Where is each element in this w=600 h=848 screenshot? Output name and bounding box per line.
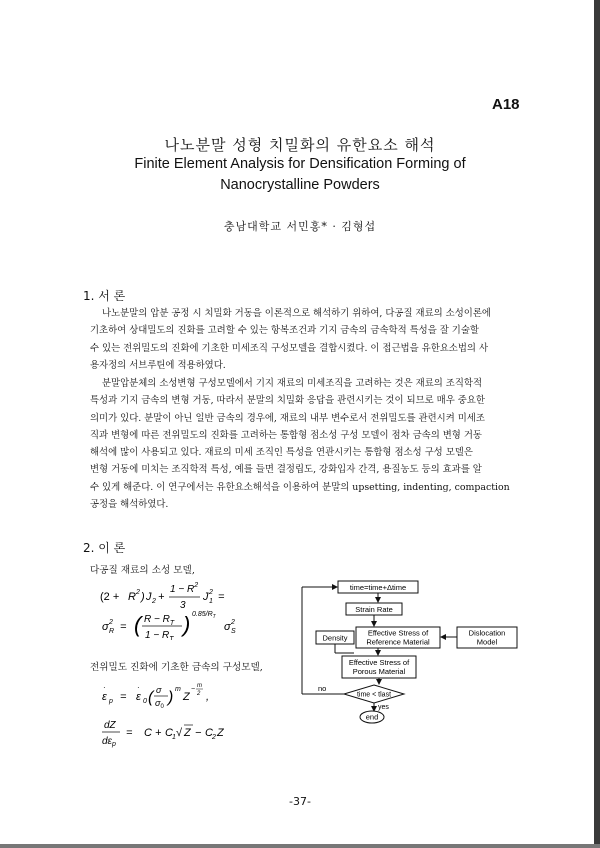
svg-text:2: 2 — [197, 691, 201, 697]
svg-text:,: , — [206, 691, 210, 703]
intro-p1-line: 용자정의 서브루틴에 적용하였다. — [90, 359, 226, 371]
scan-edge-bottom — [0, 844, 600, 848]
page-number: -37- — [289, 795, 311, 808]
title-english-line2: Nanocrystalline Powders — [220, 177, 380, 193]
yes-label: yes — [378, 704, 389, 711]
svg-text:J: J — [203, 591, 209, 603]
svg-text:−: − — [195, 727, 202, 739]
ref-material-text-2: Reference Material — [366, 637, 430, 647]
algorithm-flowchart — [294, 577, 524, 729]
dislocation-text-1: Dislocation — [468, 628, 506, 638]
svg-text:R − RT: $R - R_T$ — [144, 614, 175, 627]
density-text: Density — [322, 633, 348, 643]
svg-text:·: · — [137, 683, 140, 692]
dislocation-text-2: Model — [476, 637, 498, 647]
svg-text:σ0: $\sigma_0$ — [155, 698, 164, 710]
svg-text:+: + — [158, 591, 165, 603]
title-english-line1: Finite Element Analysis for Densification Forming of — [134, 156, 466, 172]
svg-text:(: ( — [134, 612, 142, 637]
svg-text:(: ( — [148, 689, 154, 706]
equation-yield-svg — [100, 580, 270, 640]
svg-text:1: 1 — [172, 734, 176, 741]
svg-text:=: = — [218, 591, 225, 603]
svg-text:S: S — [231, 628, 236, 635]
intro-paragraph-1 — [90, 305, 520, 374]
svg-text:): ) — [183, 612, 191, 637]
svg-text:p: p — [109, 698, 113, 705]
svg-text:Z: Z — [184, 727, 191, 739]
svg-text:2: 2 — [136, 589, 140, 596]
svg-text:Z: Z — [183, 691, 190, 703]
decision-text: time < tlast — [356, 691, 392, 699]
svg-text:Z: Z — [217, 727, 224, 739]
title-korean: 나노분말 성형 치밀화의 유한요소 해석 — [164, 136, 436, 154]
intro-p1-line: 수 있는 전위밀도의 진화에 기초한 미세조직 구성모델을 결합시켰다. 이 접근법을 유한요소법의 사 — [90, 342, 489, 354]
svg-text:dεp: $d\varepsilon_p$ — [102, 736, 116, 748]
porous-text-1: Effective Stress of — [348, 658, 410, 667]
svg-text:C: C — [165, 727, 173, 739]
svg-text:1: 1 — [209, 598, 213, 605]
svg-text:ε: ε — [102, 691, 107, 703]
ref-material-text-1: Effective Stress of — [367, 628, 429, 638]
svg-text:+: + — [155, 727, 162, 739]
svg-text:=: = — [120, 621, 127, 633]
equation-yield-condition — [100, 580, 270, 643]
intro-p2-line: 변형 거동에 미치는 조직학적 특성, 예를 들면 결정립도, 강화입자 간격, 용질농도 등의 효과를 알 — [90, 464, 482, 476]
svg-text:R: R — [109, 628, 115, 635]
intro-paragraph-2 — [90, 375, 520, 513]
svg-text:1 − R2: $1 - R^2$ — [170, 582, 199, 595]
svg-text:σ: σ — [102, 621, 109, 633]
svg-text:m: m — [197, 683, 202, 689]
svg-text:0: 0 — [143, 698, 147, 705]
equation-strain-rate-svg — [100, 680, 240, 714]
svg-text:σ: σ — [224, 621, 231, 633]
intro-p2-line: 의미가 있다. 분말이 아닌 일반 금속의 경우에, 재료의 내부 변수로서 전위밀도를 관련시켜 미세조 — [90, 412, 485, 424]
svg-text:2: 2 — [231, 619, 235, 626]
scan-edge-right — [594, 0, 600, 848]
porous-text-2: Porous Material — [352, 667, 406, 676]
intro-p2-line: 분말압분체의 소성변형 구성모델에서 기지 재료의 미세조직을 고려하는 것은 재료의 조직학적 — [102, 378, 483, 389]
end-text: end — [365, 712, 379, 722]
svg-text:ε: ε — [136, 691, 141, 703]
intro-p2-line: 직과 변형에 따른 전위밀도의 진화를 고려하는 통합형 점소성 구성 모델이 점차 금속의 변형 거동 — [90, 429, 482, 441]
label-constitutive-model: 전위밀도 진화에 기초한 금속의 구성모델, — [90, 662, 263, 673]
svg-text:dZ: dZ — [104, 720, 116, 731]
section-heading-theory: 2. 이 론 — [83, 541, 126, 555]
svg-text:C: C — [205, 727, 213, 739]
label-porous-model: 다공질 재료의 소성 모델, — [90, 565, 195, 576]
equation-strain-rate — [100, 680, 240, 717]
svg-text:C: C — [144, 727, 152, 739]
svg-text:R: R — [128, 591, 136, 603]
svg-text:m: m — [175, 686, 181, 693]
equation-dislocation-svg — [100, 716, 260, 750]
equation-dislocation-evolution — [100, 716, 260, 753]
no-label: no — [318, 684, 327, 693]
intro-p2-line: 수 있게 해준다. 이 연구에서는 유한요소해석을 이용하여 분말의 upsetting, indenting, compaction — [90, 481, 510, 493]
svg-text:σ: σ — [156, 685, 162, 695]
intro-p1-line: 나노분말의 압분 공정 시 치밀화 거동을 이론적으로 해석하기 위하여, 다공질 재료의 소성이론에 — [102, 308, 491, 319]
svg-text:0.85/RT: $0.85/R_T$ — [192, 611, 216, 620]
svg-text:3: 3 — [180, 600, 186, 611]
svg-text:2: 2 — [109, 619, 113, 626]
paper-code: A18 — [492, 96, 520, 113]
svg-text:): ) — [168, 689, 174, 706]
intro-p2-line: 특성과 기지 금속의 변형 거동, 따라서 분말의 치밀화 응답을 관련시키는 것이 되므로 매우 중요한 — [90, 395, 485, 407]
intro-p1-line: 기초하여 상대밀도의 진화를 고려할 수 있는 항복조건과 기지 금속의 금속학적 특성을 잘 기술할 — [90, 325, 479, 337]
svg-text:1 − RT: $1 - R_T$ — [145, 630, 174, 640]
time-step-text: time=time+Δtime — [349, 583, 407, 592]
svg-text:): ) — [141, 591, 145, 603]
strain-rate-text: Strain Rate — [355, 605, 393, 614]
intro-p2-line: 공정을 해석하였다. — [90, 499, 169, 511]
svg-text:−: − — [191, 686, 196, 693]
svg-text:·: · — [103, 683, 106, 692]
svg-text:=: = — [120, 691, 127, 703]
svg-text:√: √ — [176, 727, 183, 739]
authors: 충남대학교 서민홍* · 김형섭 — [223, 220, 377, 233]
title-english — [0, 154, 600, 196]
svg-text:2: 2 — [212, 734, 216, 741]
svg-text:2: 2 — [209, 589, 213, 596]
svg-text:(2 +: (2 + — [100, 591, 120, 603]
section-heading-intro: 1. 서 론 — [83, 289, 126, 303]
svg-text:2: 2 — [152, 598, 156, 605]
svg-text:J: J — [146, 591, 152, 603]
intro-p2-line: 해석에 많이 사용되고 있다. 재료의 미세 조직인 특성을 연관시키는 통합형 점소성 구성 모델은 — [90, 447, 473, 459]
svg-text:=: = — [126, 727, 133, 739]
